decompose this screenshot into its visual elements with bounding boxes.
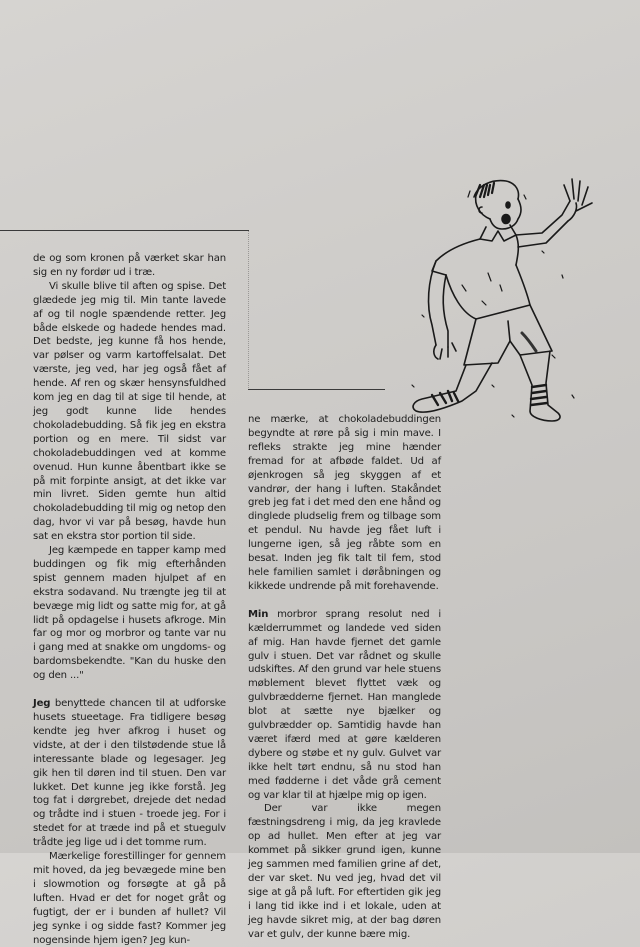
paragraph: Min morbror sprang resolut ned i kælderrummet og landede ved siden af mig. Han havde fjernet det gamle gulv i stuen. Det var rådnet og skulle udskiftes. Af den grund var hele stuens møblement blevet flyttet væk og gulvbrædderne fjernet. Han manglede blot at sætte nye bjælker og gulvbrædder op. Samtidig havde han været ifærd med at gøre kælderen dybere og støbe et ny gulv. Gulvet var ikke helt tørt endnu, så nu stod han med fødderne i det våde grå cement og var klar til at hjælpe mig op igen. [248, 608, 441, 801]
paragraph: Jeg kæmpede en tapper kamp med buddingen og fik mig efterhånden spist gennem maden hjulpet af en ekstra sodavand. Nu trængte jeg til at bevæge mig lidt og satte mig for, at gå lidt på opdagelse i husets afkroge. Min far og mor og morbror og tante var nu i gang med at snakke om ungdoms- og bardomsbekendte. "Kan du huske den og den ..." [33, 545, 226, 682]
paragraph: Der var ikke megen fæstningsdreng i mig, da jeg kravlede op ad hullet. Men efter at jeg var kommet på sikker grund igen, kunne jeg sammen med familien grine af det, der var sket. Nu ved jeg, hvad det vil sige at gå på luft. For eftertiden gik jeg i lang tid ikke ind i et lokale, uden at jeg havde sikret mig, at der bag døren var et gulv, der kunne bære mig. [248, 803, 441, 940]
column-divider [248, 231, 249, 390]
top-rule [0, 230, 249, 231]
paragraph: Jeg benyttede chancen til at udforske husets stueetage. Fra tidligere besøg kendte jeg hver afkrog i huset og vidste, at der i den tilstødende stue lå interessante blade og legesager. Jeg gik hen til døren ind til stuen. Den var lukket. Det kunne jeg ikke forstå. Jeg tog fat i dørgrebet, drejede det nedad og trådte ind i stuen - troede jeg. For i stedet for at træde ind på et stuegulv trådte jeg lige ud i det tomme rum. [33, 698, 226, 849]
paragraph: ne mærke, at chokoladebuddingen begyndte at røre på sig i min mave. I refleks strakte jeg mine hænder fremad for at afbøde faldet. Ud af øjenkrogen så jeg skyggen af et vandrør, der hang i luften. Stakåndet greb jeg fat i det med den ene hånd og dinglede pludselig frem og tilbage som et pendul. Nu havde jeg fået luft i lungerne igen, så jeg råbte som en besat. Inden jeg fik talt til fem, stod hele familien samlet i døråbningen og kikkede undrende på mit forehavende. [248, 414, 441, 592]
right-column [248, 413, 441, 942]
paragraph: Vi skulle blive til aften og spise. Det glædede jeg mig til. Min tante lavede af og til nogle spændende retter. Jeg både elskede og hadede hendes mad. Det bedste, jeg kunne få hos hende, var pølser og varm kartoffelsalat. Det værste, jeg ved, har jeg også fået af hende. Af ren og skær hensynsfuldhed kom jeg en dag til at sige til hende, at jeg godt kunne lide hendes chokoladebudding. Så fik jeg en ekstra portion og en mere. Til sidst var chokoladebuddingen ved at komme ovenud. Hun kunne åbentbart ikke se på mit forpinte ansigt, at det ikke var min livret. Siden gemte hun altid chokoladebudding til mig og netop den dag, hvor vi var på besøg, havde hun sat en ekstra stor portion til side. [33, 280, 226, 543]
paragraph: Mærkelige forestillinger for gennem mit hoved, da jeg bevægede mine ben i slowmotion og forsøgte at gå på luften. Hvad er det for noget gråt og fugtigt, der er i bunden af hullet? Vil jeg synke i og sidde fast? Kommer jeg nogensinde hjem igen? Jeg kun- [33, 851, 226, 946]
paragraph: de og som kronen på værket skar han sig en ny fordør ud i træ. [33, 253, 226, 278]
paragraph-lead: Jeg [33, 698, 51, 710]
boy-falling-illustration-icon [392, 155, 602, 425]
right-column-rule [248, 389, 385, 390]
left-column [33, 252, 226, 947]
paragraph-lead: Min [248, 608, 269, 620]
